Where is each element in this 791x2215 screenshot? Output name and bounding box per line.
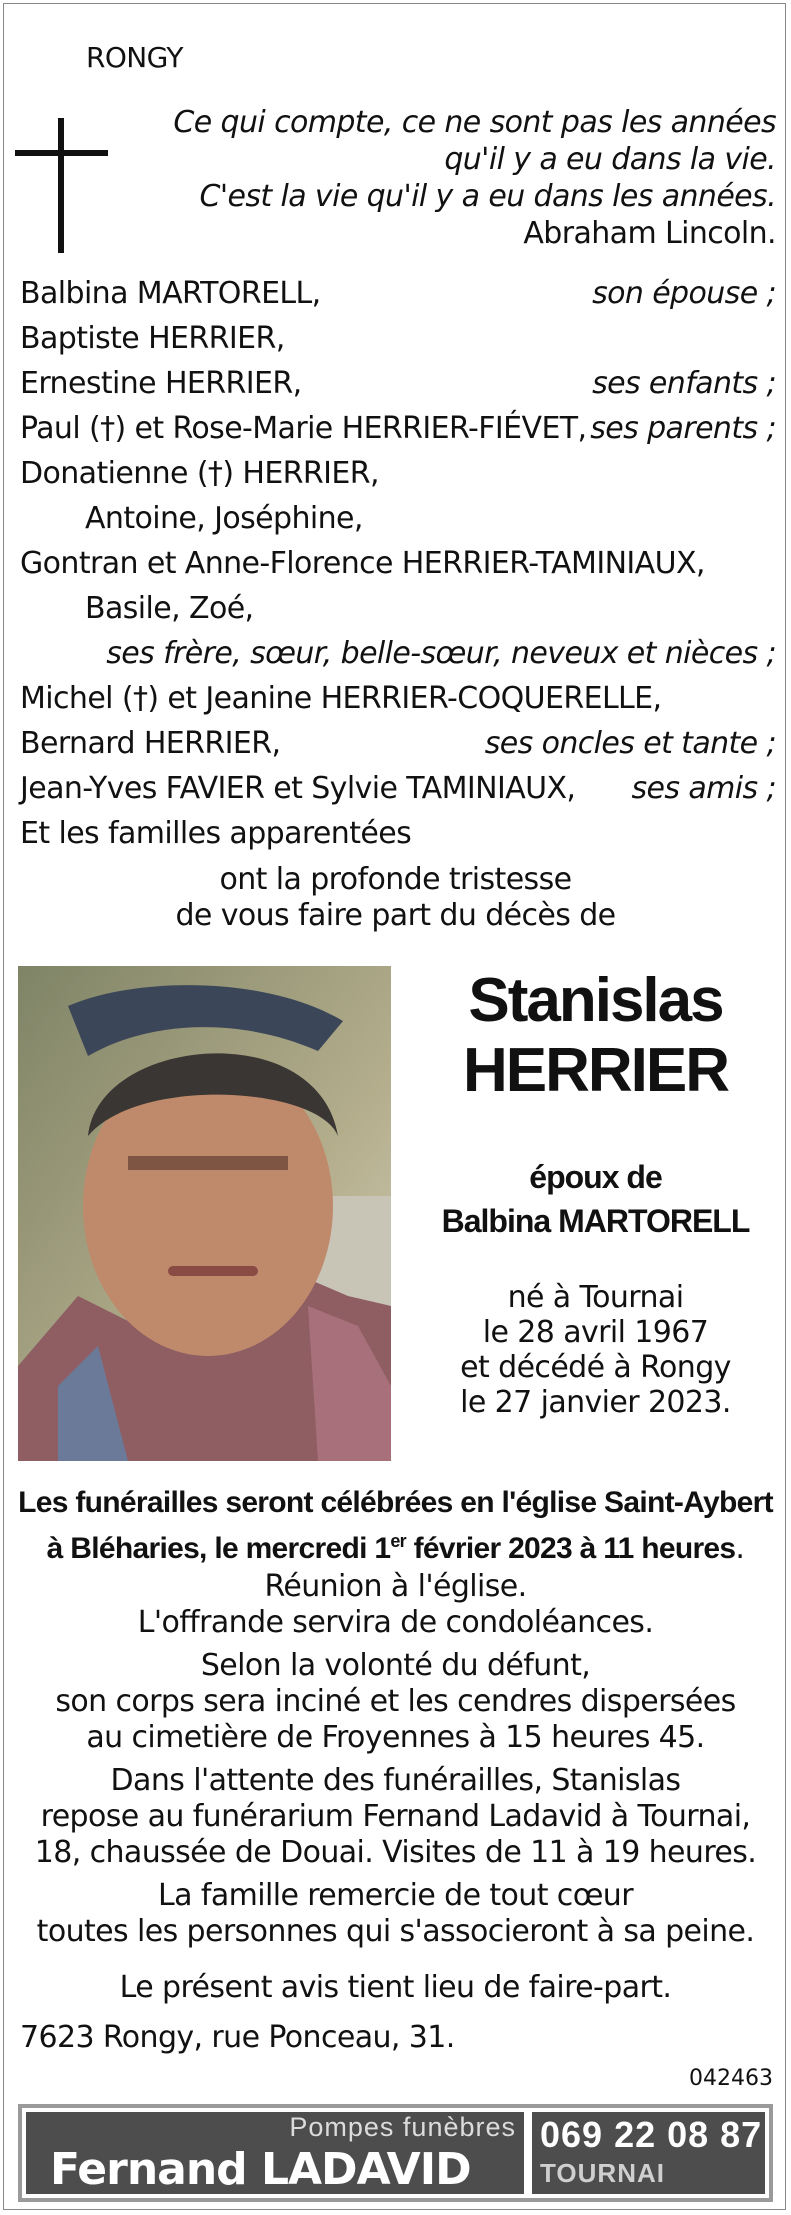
phone-number: 069 22 08 87 <box>540 2114 763 2155</box>
family-relation: ses amis ; <box>631 771 776 806</box>
family-relation: ses enfants ; <box>592 366 776 401</box>
detail-line: L'offrande servira de condoléances. <box>137 1605 654 1640</box>
detail-line: Selon la volonté du défunt, <box>200 1648 591 1683</box>
family-name: Ernestine HERRIER, <box>20 366 302 401</box>
family-name: Et les familles apparentées <box>20 816 412 851</box>
family-relation: son épouse ; <box>592 276 776 311</box>
spouse-name: Balbina MARTORELL <box>441 1203 750 1239</box>
family-relation: ses oncles et tante ; <box>484 726 776 761</box>
deceased-first-name: Stanislas <box>468 966 723 1035</box>
family-name: Jean-Yves FAVIER et Sylvie TAMINIAUX, <box>20 771 576 806</box>
funeral-home-city: TOURNAI <box>540 2158 665 2188</box>
detail-line: son corps sera inciné et les cendres dispersées <box>55 1684 736 1719</box>
family-name: Gontran et Anne-Florence HERRIER-TAMINIAUX, <box>20 546 705 581</box>
family-name: Baptiste HERRIER, <box>20 321 285 356</box>
funeral-service-label: Pompes funèbres <box>289 2112 516 2142</box>
address: 7623 Rongy, rue Ponceau, 31. <box>20 2020 455 2055</box>
cross-icon-bar <box>15 150 108 156</box>
birth-date: le 28 avril 1967 <box>482 1315 709 1350</box>
funeral-line-1: Les funérailles seront célébrées en l'église Saint-Aybert <box>18 1486 773 1519</box>
funeral-home-banner <box>18 2104 773 2202</box>
detail-line: Dans l'attente des funérailles, Stanislas <box>110 1763 681 1798</box>
town-header: RONGY <box>86 41 183 74</box>
funeral-home-contact-panel <box>532 2112 765 2194</box>
quote-author: Abraham Lincoln. <box>523 216 776 251</box>
family-name: Basile, Zoé, <box>85 591 254 626</box>
family-name: Paul (†) et Rose-Marie HERRIER-FIÉVET, <box>20 411 587 446</box>
death-place: et décédé à Rongy <box>460 1350 731 1385</box>
announce-line: ont la profonde tristesse <box>219 862 572 897</box>
funeral-home-name: Fernand LADAVID <box>50 2144 471 2195</box>
family-name: Balbina MARTORELL, <box>20 276 321 311</box>
funeral-line-2a: à Bléharies, le mercredi 1 <box>46 1532 391 1565</box>
cross-icon <box>58 118 64 253</box>
detail-line: au cimetière de Froyennes à 15 heures 45. <box>86 1720 705 1755</box>
funeral-sup: er <box>390 1531 406 1551</box>
spouse-label: époux de <box>529 1159 662 1195</box>
quote-line-2: qu'il y a eu dans la vie. <box>444 142 776 177</box>
quote-line-1: Ce qui compte, ce ne sont pas les années <box>173 105 776 140</box>
family-relation: ses parents ; <box>590 411 776 446</box>
announce-line: de vous faire part du décès de <box>175 898 616 933</box>
deceased-last-name: HERRIER <box>462 1036 729 1105</box>
family-name: Antoine, Joséphine, <box>85 501 363 536</box>
detail-line: 18, chaussée de Douai. Visites de 11 à 19 heures. <box>34 1835 757 1870</box>
deceased-photo <box>18 966 391 1461</box>
detail-line: repose au funérarium Fernand Ladavid à Tournai, <box>40 1799 751 1834</box>
funeral-line-2 <box>0 1522 791 1568</box>
detail-line: Réunion à l'église. <box>264 1569 527 1604</box>
funeral-line-2b: février 2023 à 11 heures <box>405 1532 736 1565</box>
detail-line: La famille remercie de tout cœur <box>158 1878 633 1913</box>
family-name: Michel (†) et Jeanine HERRIER-COQUERELLE, <box>20 681 662 716</box>
birth-place: né à Tournai <box>507 1280 684 1315</box>
funeral-home-name-panel <box>26 2112 524 2194</box>
reference-number: 042463 <box>689 2066 773 2091</box>
death-date: le 27 janvier 2023. <box>460 1385 731 1420</box>
family-name: Donatienne (†) HERRIER, <box>20 456 379 491</box>
family-name: Bernard HERRIER, <box>20 726 281 761</box>
quote-line-3: C'est la vie qu'il y a eu dans les années. <box>199 179 776 214</box>
detail-line: Le présent avis tient lieu de faire-part. <box>119 1970 672 2005</box>
family-relation: ses frère, sœur, belle-sœur, neveux et nièces ; <box>106 636 776 671</box>
detail-line: toutes les personnes qui s'associeront à sa peine. <box>36 1914 755 1949</box>
funeral-line-2-end: . <box>735 1531 745 1566</box>
